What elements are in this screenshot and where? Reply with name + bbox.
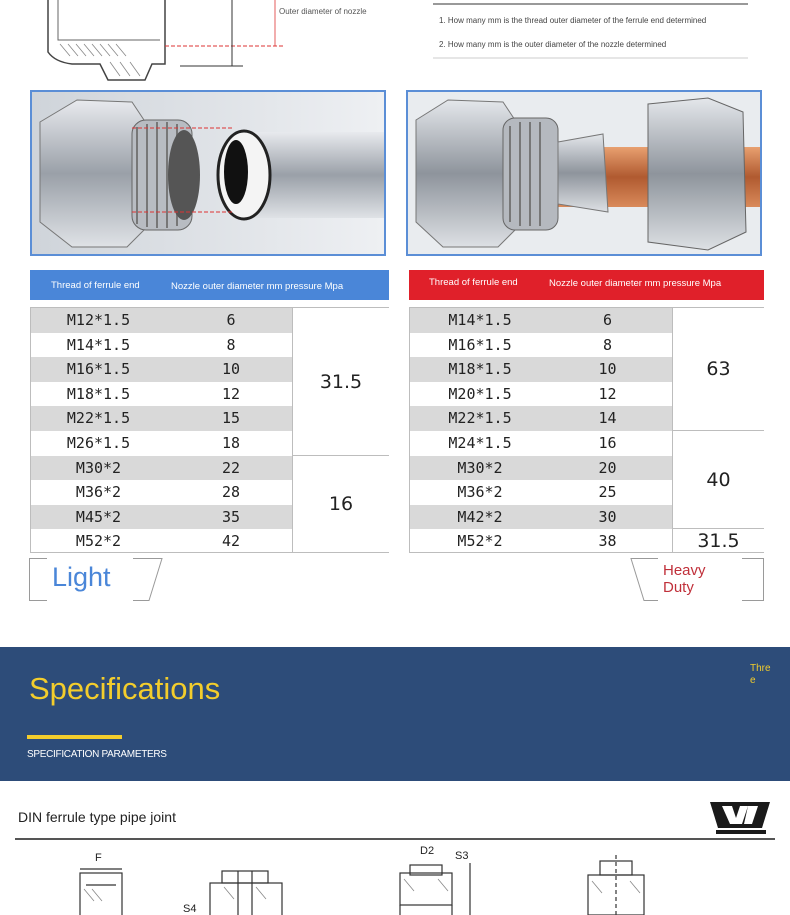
table-row xyxy=(31,357,292,382)
table-row xyxy=(31,456,292,481)
section-divider xyxy=(15,838,775,840)
pressure-cell: 31.5 xyxy=(672,529,764,552)
light-fitting-photo xyxy=(30,90,386,256)
heavy-fitting-photo xyxy=(406,90,762,256)
light-spec-table xyxy=(30,307,389,553)
nozzle-cell: 10 xyxy=(221,360,241,379)
table-row xyxy=(31,431,292,456)
thread-cell: M45*2 xyxy=(75,507,122,526)
table-row xyxy=(31,406,292,431)
thread-cell: M22*1.5 xyxy=(66,409,131,428)
table-row xyxy=(410,333,672,358)
pressure-cell: 40 xyxy=(672,431,764,529)
nozzle-cell: 22 xyxy=(221,458,241,477)
top-drawing xyxy=(0,0,790,90)
nozzle-cell: 30 xyxy=(598,507,617,526)
nozzle-cell: 12 xyxy=(221,384,241,403)
thread-cell: M30*2 xyxy=(457,458,503,477)
light-label: Light xyxy=(52,562,111,592)
thread-cell: M14*1.5 xyxy=(448,311,512,329)
dim-label-f: F xyxy=(95,852,102,864)
section-subtitle: SPECIFICATION PARAMETERS xyxy=(27,749,167,760)
heavy-header-thread: Thread of ferrule end xyxy=(429,277,518,288)
heavy-label-line1: Heavy xyxy=(663,562,706,579)
thread-cell: M52*2 xyxy=(457,532,503,551)
table-row xyxy=(31,308,292,333)
light-header-nozzle: Nozzle outer diameter mm pressure Mpa xyxy=(171,281,344,292)
table-row xyxy=(31,529,292,554)
nozzle-cell: 8 xyxy=(226,335,236,354)
thread-cell: M36*2 xyxy=(457,483,503,502)
nozzle-cell: 16 xyxy=(598,434,617,452)
nozzle-cell: 6 xyxy=(226,311,236,329)
thread-cell: M30*2 xyxy=(75,458,122,477)
nozzle-cell: 14 xyxy=(598,409,617,428)
nozzle-cell: 10 xyxy=(598,360,617,379)
thread-cell: M14*1.5 xyxy=(66,335,131,354)
thread-cell: M18*1.5 xyxy=(66,384,131,403)
table-row xyxy=(410,456,672,481)
table-row xyxy=(410,308,672,333)
table-row xyxy=(410,406,672,431)
heavy-table-header xyxy=(409,270,764,300)
nozzle-cell: 28 xyxy=(221,483,241,502)
title-underline xyxy=(27,735,122,739)
thread-cell: M16*1.5 xyxy=(448,335,512,354)
thread-cell: M20*1.5 xyxy=(448,384,512,403)
heavy-header-nozzle: Nozzle outer diameter mm pressure Mpa xyxy=(549,278,722,289)
table-row xyxy=(31,382,292,407)
light-header-thread: Thread of ferrule end xyxy=(51,280,140,291)
nozzle-cell: 18 xyxy=(221,434,241,452)
table-row xyxy=(31,505,292,530)
section-side-text: Three xyxy=(750,663,771,686)
thread-cell: M12*1.5 xyxy=(66,311,131,329)
nozzle-cell: 25 xyxy=(598,483,617,502)
thread-cell: M18*1.5 xyxy=(448,360,512,379)
specifications-banner xyxy=(0,647,790,781)
thread-cell: M42*2 xyxy=(457,507,503,526)
table-row xyxy=(410,382,672,407)
nozzle-cell: 42 xyxy=(221,532,241,551)
heavy-spec-table xyxy=(409,307,764,553)
pressure-cell: 31.5 xyxy=(292,308,389,456)
dim-label-s4: S4 xyxy=(183,903,197,915)
din-drawings xyxy=(0,845,790,915)
thread-cell: M16*1.5 xyxy=(66,360,131,379)
table-row xyxy=(31,480,292,505)
nozzle-cell: 8 xyxy=(602,335,613,354)
question-2: 2. How many mm is the outer diameter of the nozzle determined xyxy=(439,40,667,49)
table-row xyxy=(410,480,672,505)
section-title: Specifications xyxy=(29,671,221,706)
table-row xyxy=(410,357,672,382)
thread-cell: M52*2 xyxy=(75,532,122,551)
nozzle-cell: 12 xyxy=(598,384,617,403)
table-row xyxy=(410,431,672,456)
nozzle-cell: 35 xyxy=(221,507,241,526)
light-table-header xyxy=(30,270,389,300)
thread-cell: M24*1.5 xyxy=(448,434,512,452)
heavy-label-line2: Duty xyxy=(663,579,694,596)
heavy-duty-label xyxy=(663,562,706,596)
thread-cell: M22*1.5 xyxy=(448,409,512,428)
nozzle-cell: 15 xyxy=(221,409,241,428)
nozzle-cell: 20 xyxy=(598,458,617,477)
nozzle-cell: 38 xyxy=(598,532,617,551)
brand-logo-icon xyxy=(708,798,772,836)
pressure-cell: 63 xyxy=(672,308,764,431)
thread-cell: M26*1.5 xyxy=(66,434,131,452)
din-section-title: DIN ferrule type pipe joint xyxy=(18,809,176,825)
fitting-section-drawing xyxy=(0,0,790,90)
nozzle-diameter-note: Outer diameter of nozzle xyxy=(279,7,367,16)
table-row xyxy=(410,529,672,554)
dim-label-d2: D2 xyxy=(420,845,435,857)
thread-cell: M36*2 xyxy=(75,483,122,502)
table-row xyxy=(410,505,672,530)
dim-label-s3: S3 xyxy=(455,850,469,862)
table-row xyxy=(31,333,292,358)
question-1: 1. How many mm is the thread outer diameter of the ferrule end determined xyxy=(439,16,707,25)
pressure-cell: 16 xyxy=(292,456,389,552)
nozzle-cell: 6 xyxy=(602,311,613,329)
